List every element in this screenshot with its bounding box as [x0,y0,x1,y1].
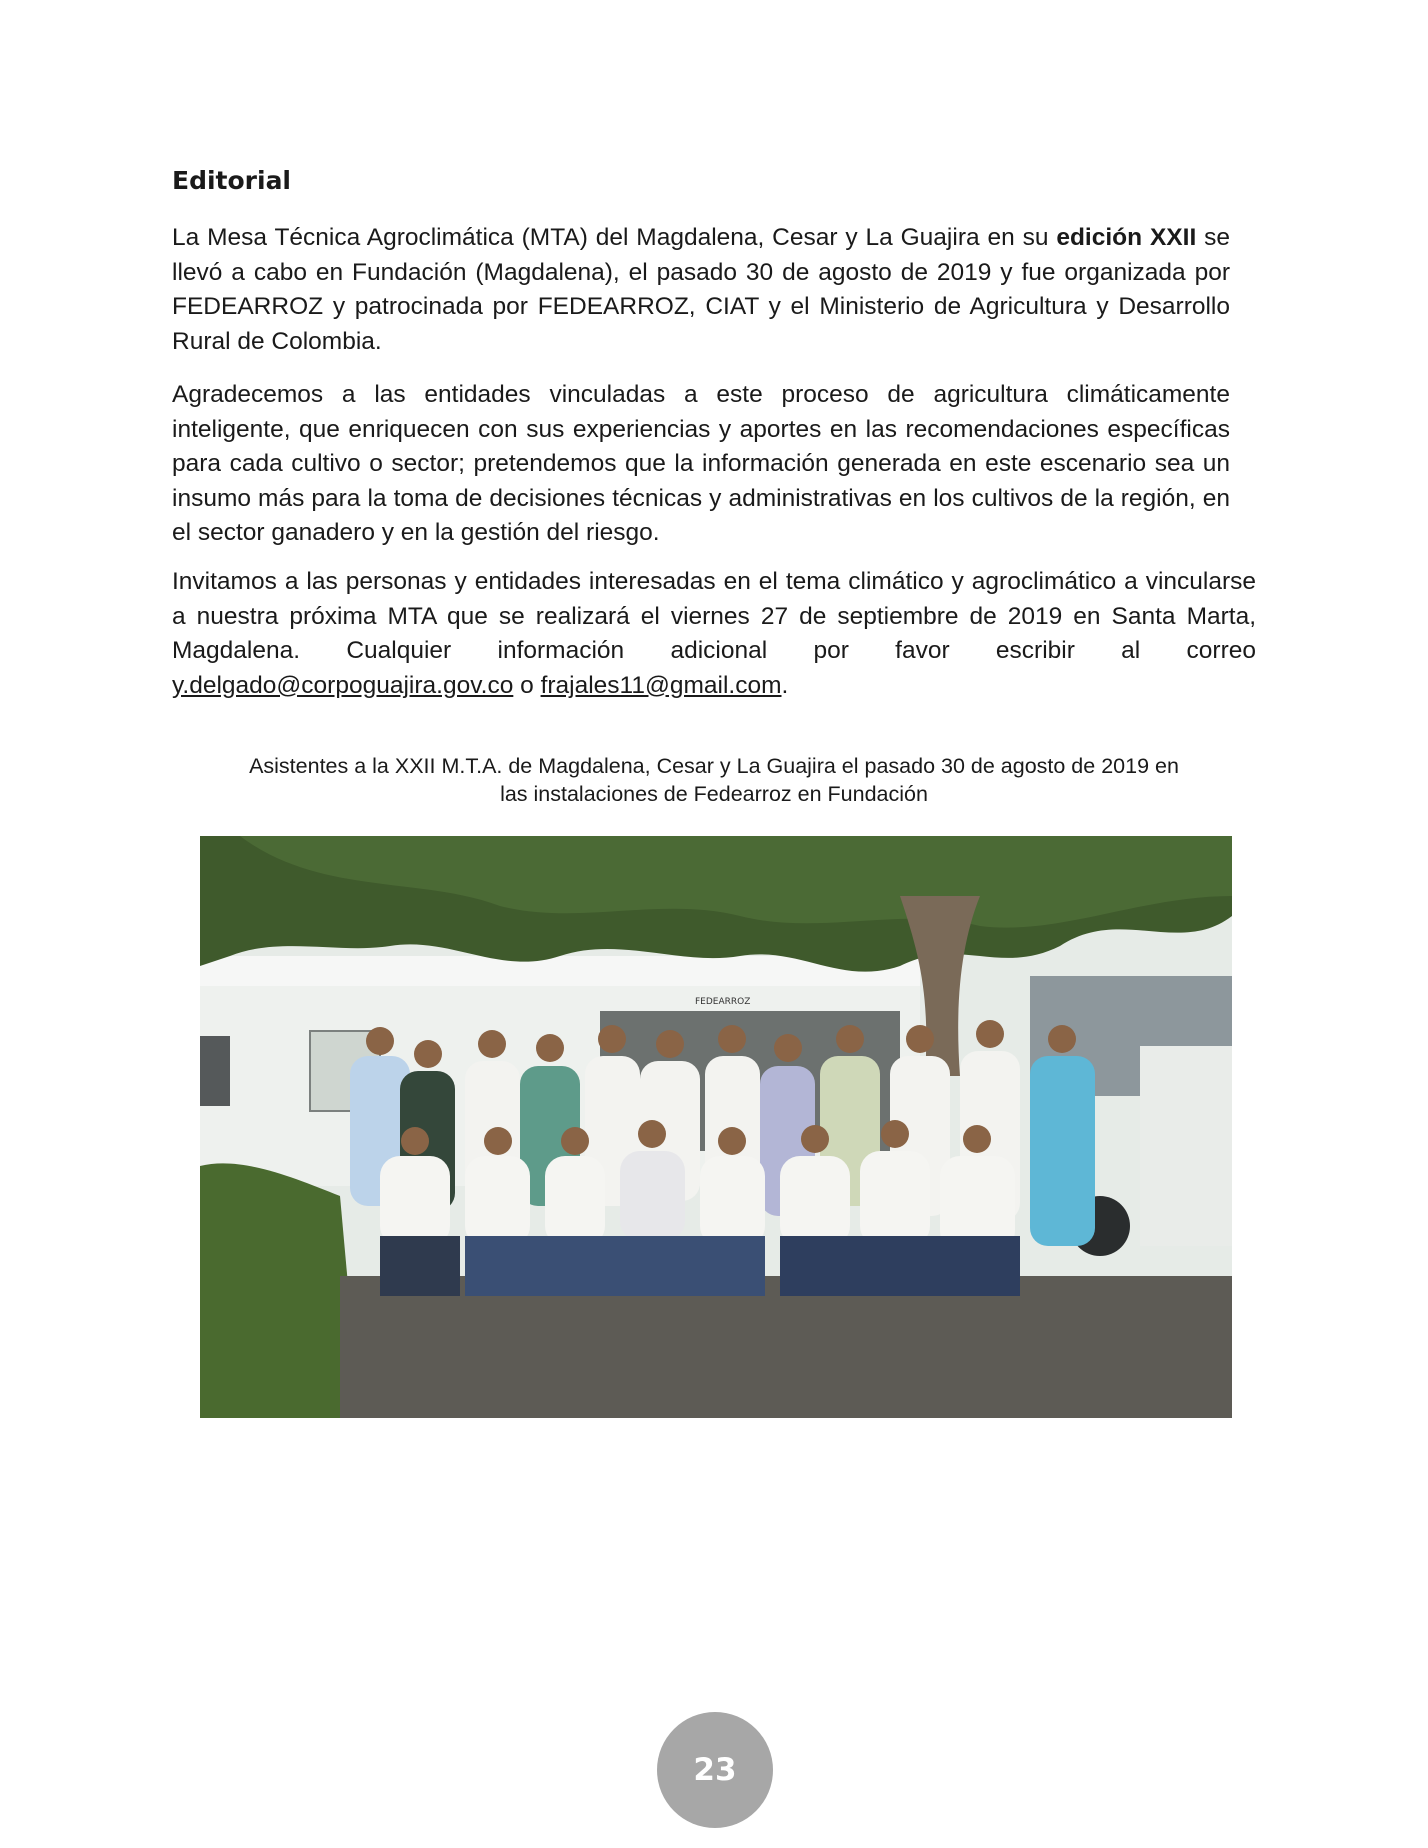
page-number: 23 [693,1752,737,1788]
page-number-badge [657,1712,773,1828]
section-heading: Editorial [172,166,292,195]
group-photo [200,836,1232,1418]
paragraph-intro-before: La Mesa Técnica Agroclimática (MTA) del Magdalena, Cesar y La Guajira en su [172,224,1057,251]
paragraph-invitation [172,565,1256,703]
paragraph-thanks: Agradecemos a las entidades vinculadas a este proceso de agricultura climáticamente inteligente, que enriquecen con sus experiencias y aportes en las recomendaciones específicas para cada cultivo o sector; pretendemos que la información generada en este escenario sea un insumo más para la toma de decisiones técnicas y administrativas en los cultivos de la región, en el sector ganadero y en la gestión del riesgo. [172,381,1230,546]
photo-sign-text: FEDEARROZ [695,997,751,1007]
email-connector: o [513,671,541,699]
paragraph-intro [172,221,1230,359]
paragraph-end: . [781,671,789,699]
caption-line-2: las instalaciones de Fedearroz en Fundación [500,782,928,806]
caption-line-1: Asistentes a la XXII M.T.A. de Magdalena, Cesar y La Guajira el pasado 30 de agosto de 2019 en [249,754,1179,778]
photo-caption [170,752,1258,808]
email-link-frajales[interactable]: frajales11@gmail.com [540,671,782,699]
email-link-delgado[interactable]: y.delgado@corpoguajira.gov.co [172,671,514,699]
group-photo-illustration [200,836,1232,1418]
paragraph-intro-bold: edición XXII [1056,224,1197,251]
paragraph-invitation-text: Invitamos a las personas y entidades interesadas en el tema climático y agroclimático a vincularse a nuestra próxima MTA que se realizará el viernes 27 de septiembre de 2019 en Santa Marta, Magdalena. Cualquier información adicional por favor escribir al correo [172,568,1256,664]
paragraph-intro-after: se llevó a cabo en Fundación (Magdalena), el pasado 30 de agosto de 2019 y fue organizada por FEDEARROZ y patrocinada por FEDEARROZ, CIAT y el Ministerio de Agricultura y Desarrollo Rural de Colombia. [172,224,1230,355]
